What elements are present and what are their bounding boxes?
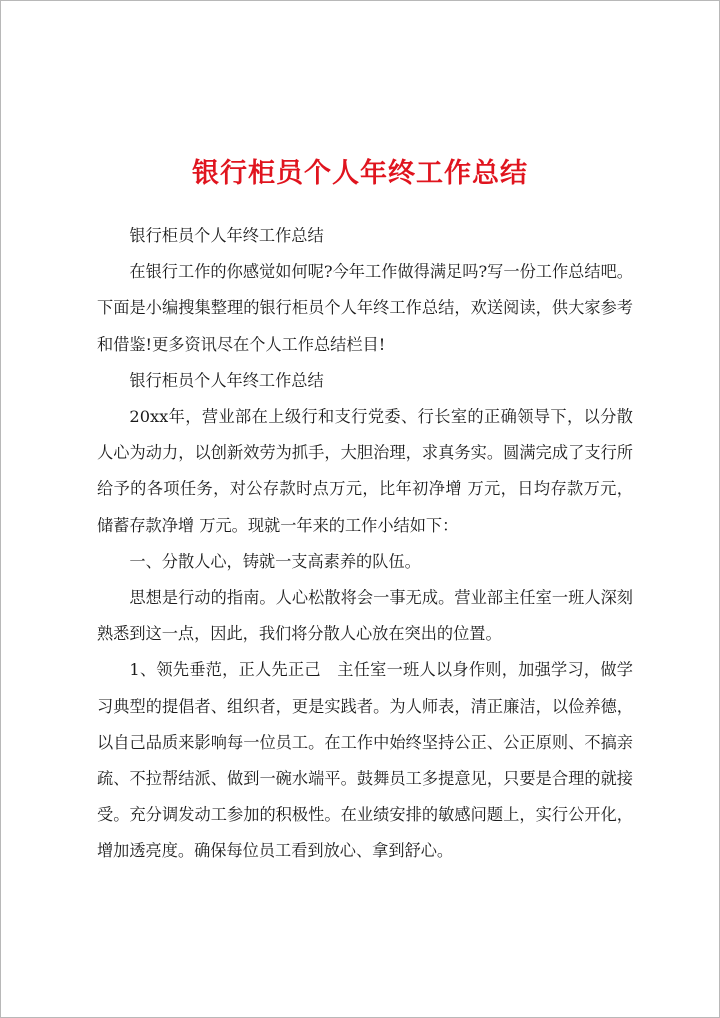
paragraph-intro: 在银行工作的你感觉如何呢?今年工作做得满足吗?写一份工作总结吧。下面是小编搜集整理的银行柜员个人年终工作总结，欢送阅读，供大家参考和借鉴!更多资讯尽在个人工作总结栏目! <box>97 262 633 354</box>
document-body <box>97 218 633 870</box>
paragraph-section-one: 一、分散人心，铸就一支高素养的队伍。 <box>129 551 421 571</box>
document-title: 银行柜员个人年终工作总结 <box>192 158 528 189</box>
paragraph-heading-repeat: 银行柜员个人年终工作总结 <box>129 370 324 390</box>
paragraph-lead-by-example: 1、领先垂范，正人先正己 主任室一班人以身作则，加强学习，做学习典型的提倡者、组织者，更是实践者。为人师表，清正廉洁，以俭养德，以自己品质来影响每一位员工。在工作中始终坚持公正、公正原则、不搞亲疏、不拉帮结派、做到一碗水端平。鼓舞员工多提意见，只要是合理的就接受。充分调发动工参加的积极性。在业绩安排的敏感问题上，实行公开化，增加透亮度。确保每位员工看到放心、拿到舒心。 <box>97 660 633 861</box>
paragraph-heading: 银行柜员个人年终工作总结 <box>129 226 324 245</box>
paragraph-summary: 20xx年，营业部在上级行和支行党委、行长室的正确领导下，以分散人心为动力，以创新效劳为抓手，大胆治理，求真务实。圆满完成了支行所给予的各项任务，对公存款时点万元，比年初净增 万元，日均存款万元，储蓄存款净增 万元。现就一年来的工作小结如下： <box>97 407 633 535</box>
paragraph-thought: 思想是行动的指南。人心松散将会一事无成。营业部主任室一班人深刻熟悉到这一点，因此，我们将分散人心放在突出的位置。 <box>97 588 633 644</box>
